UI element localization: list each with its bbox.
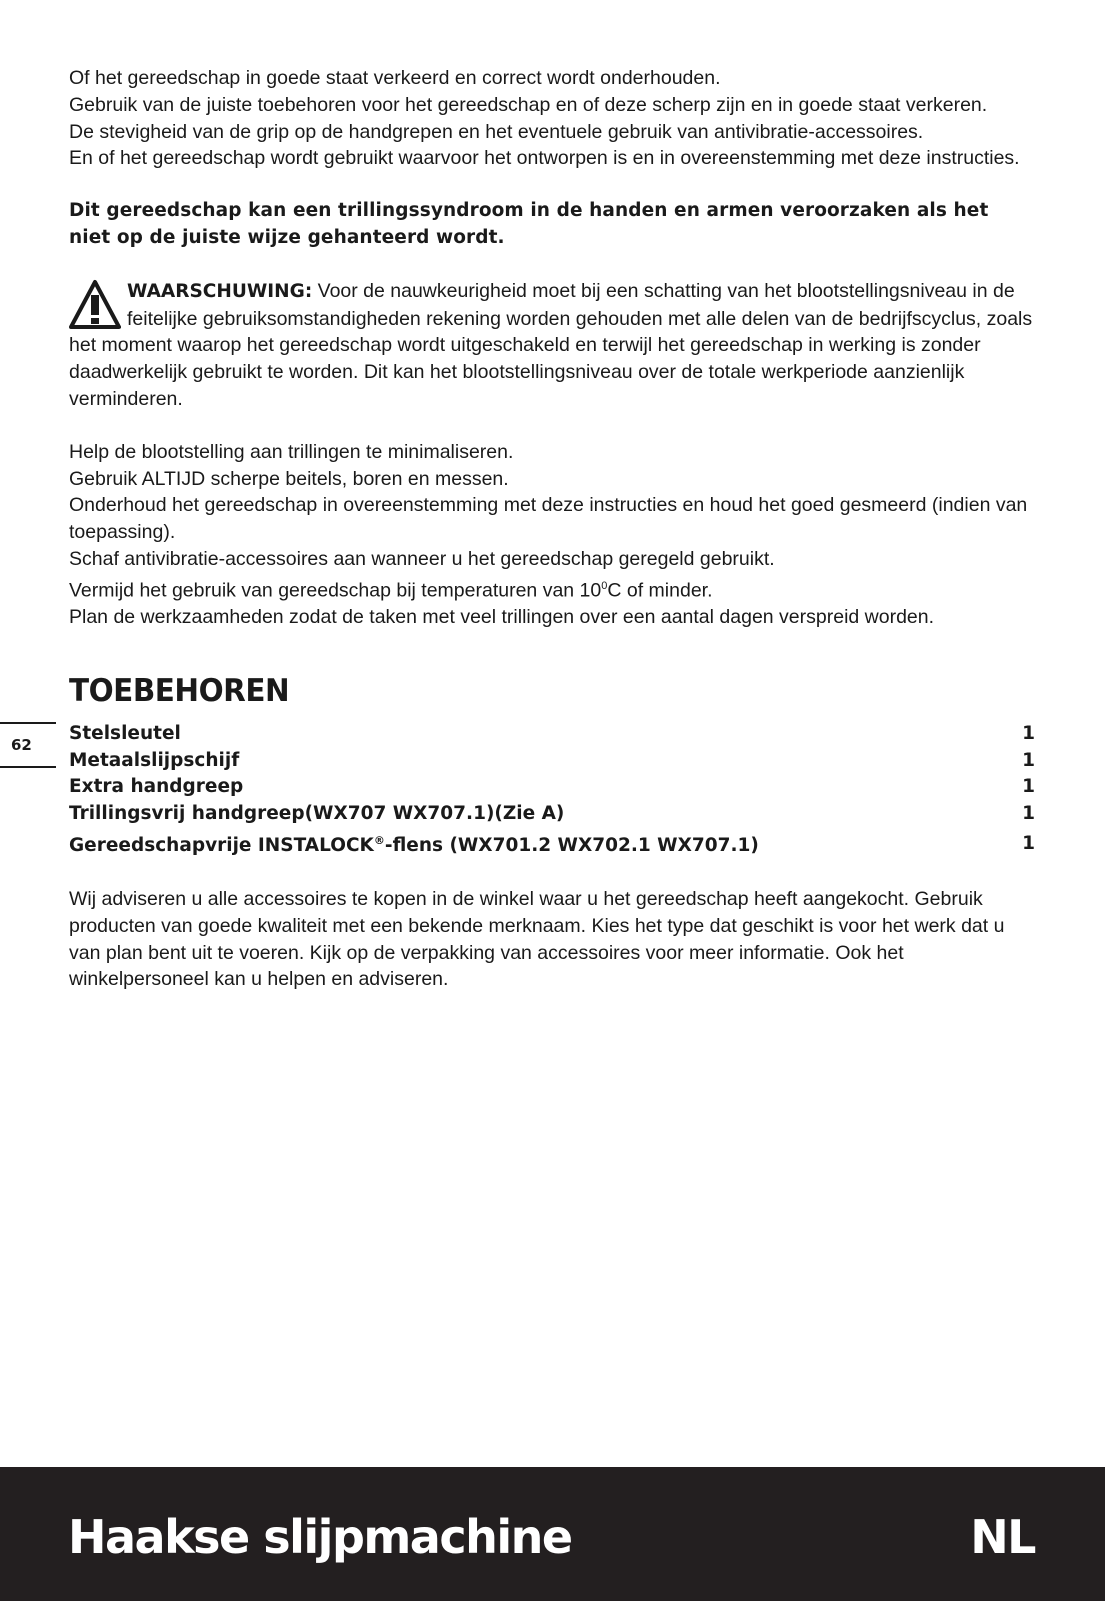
accessory-qty: 1 (1022, 776, 1035, 798)
warning-text: Voor de nauwkeurigheid moet bij een schatting van het blootstellingsniveau in de feitelijke gebruiksomstandigheden rekening worden gehouden met alle delen van de bedrijfscyclus, zoals het moment waarop het gereedschap wordt uitgeschakeld en terwijl het gereedschap in werking is zonder daadwerkelijk gebruikt te worden. Dit kan het blootstellingsniveau over de totale werkperiode aanzienlijk verminderen. (69, 279, 1033, 410)
table-row (69, 774, 1035, 801)
table-row (69, 801, 1035, 828)
page-number: 62 (0, 722, 56, 768)
table-row (69, 721, 1035, 748)
table-row (69, 828, 1035, 860)
tip-line: Gebruik ALTIJD scherpe beitels, boren en messen. (69, 467, 509, 490)
accessory-qty: 1 (1022, 722, 1035, 744)
accessory-name: Stelsleutel (69, 722, 181, 744)
superscript: 0 (601, 579, 608, 592)
tip-line: Onderhoud het gereedschap in overeenstemming met deze instructies en houd het goed gesmeerd (indien van toepassing). (69, 494, 1028, 544)
table-row (69, 748, 1035, 775)
intro-paragraph (69, 65, 1035, 172)
vibration-warning-bold: Dit gereedschap kan een trillingssyndroom in de handen en armen veroorzaken als het niet op de juiste wijze gehanteerd wordt. (69, 200, 989, 248)
accessory-name (69, 828, 995, 860)
tip-line (69, 573, 1035, 604)
footer-language: NL (970, 1510, 1035, 1564)
accessory-name: Metaalslijpschijf (69, 749, 240, 771)
tip-line: Plan de werkzaamheden zodat de taken met veel trillingen over een aantal dagen verspreid worden. (69, 606, 935, 629)
accessory-name: Trillingsvrij handgreep(WX707 WX707.1)(Zie A) (69, 803, 565, 825)
accessory-qty: 1 (1022, 749, 1035, 771)
accessory-name-part: Gereedschapvrije INSTALOCK (69, 835, 374, 857)
accessories-advice: Wij adviseren u alle accessoires te kopen in de winkel waar u het gereedschap heeft aangekocht. Gebruik producten van goede kwaliteit met een bekende merknaam. Kies het type dat geschikt is voor het werk dat u van plan bent uit te voeren. Kijk op de verpakking van accessoires voor meer informatie. Ook het winkelpersoneel kan u helpen en adviseren. (69, 887, 1005, 991)
accessory-name-part: -flens (WX701.2 WX702.1 WX707.1) (384, 835, 759, 857)
vibration-tips (69, 439, 1035, 631)
intro-line: Gebruik van de juiste toebehoren voor het gereedschap en of deze scherp zijn en in goede staat verkeren. (69, 93, 988, 116)
warning-paragraph (69, 278, 1035, 413)
intro-line: De stevigheid van de grip op de handgrepen en het eventuele gebruik van antivibratie-accessoires. (69, 120, 924, 143)
section-title: TOEBEHOREN (69, 672, 290, 709)
page-content (69, 65, 1035, 993)
tip-text: C of minder. (607, 579, 713, 602)
tip-text: Vermijd het gebruik van gereedschap bij temperaturen van 10 (69, 579, 602, 602)
footer-bar (0, 1467, 1105, 1601)
warning-label: WAARSCHUWING: (127, 280, 313, 302)
accessory-name: Extra handgreep (69, 776, 244, 798)
accessories-table (69, 721, 1035, 860)
accessory-qty: 1 (1022, 832, 1035, 854)
intro-line: Of het gereedschap in goede staat verkeerd en correct wordt onderhouden. (69, 67, 721, 89)
footer-title: Haakse slijpmachine (68, 1510, 572, 1564)
tip-line: Schaf antivibratie-accessoires aan wanneer u het gereedschap geregeld gebruikt. (69, 547, 775, 570)
registered-mark: ® (373, 834, 385, 848)
intro-line: En of het gereedschap wordt gebruikt waarvoor het ontworpen is en in overeenstemming met deze instructies. (69, 147, 1020, 170)
accessory-qty: 1 (1022, 803, 1035, 825)
tip-line: Help de blootstelling aan trillingen te minimaliseren. (69, 440, 514, 463)
warning-triangle-icon (69, 279, 121, 331)
